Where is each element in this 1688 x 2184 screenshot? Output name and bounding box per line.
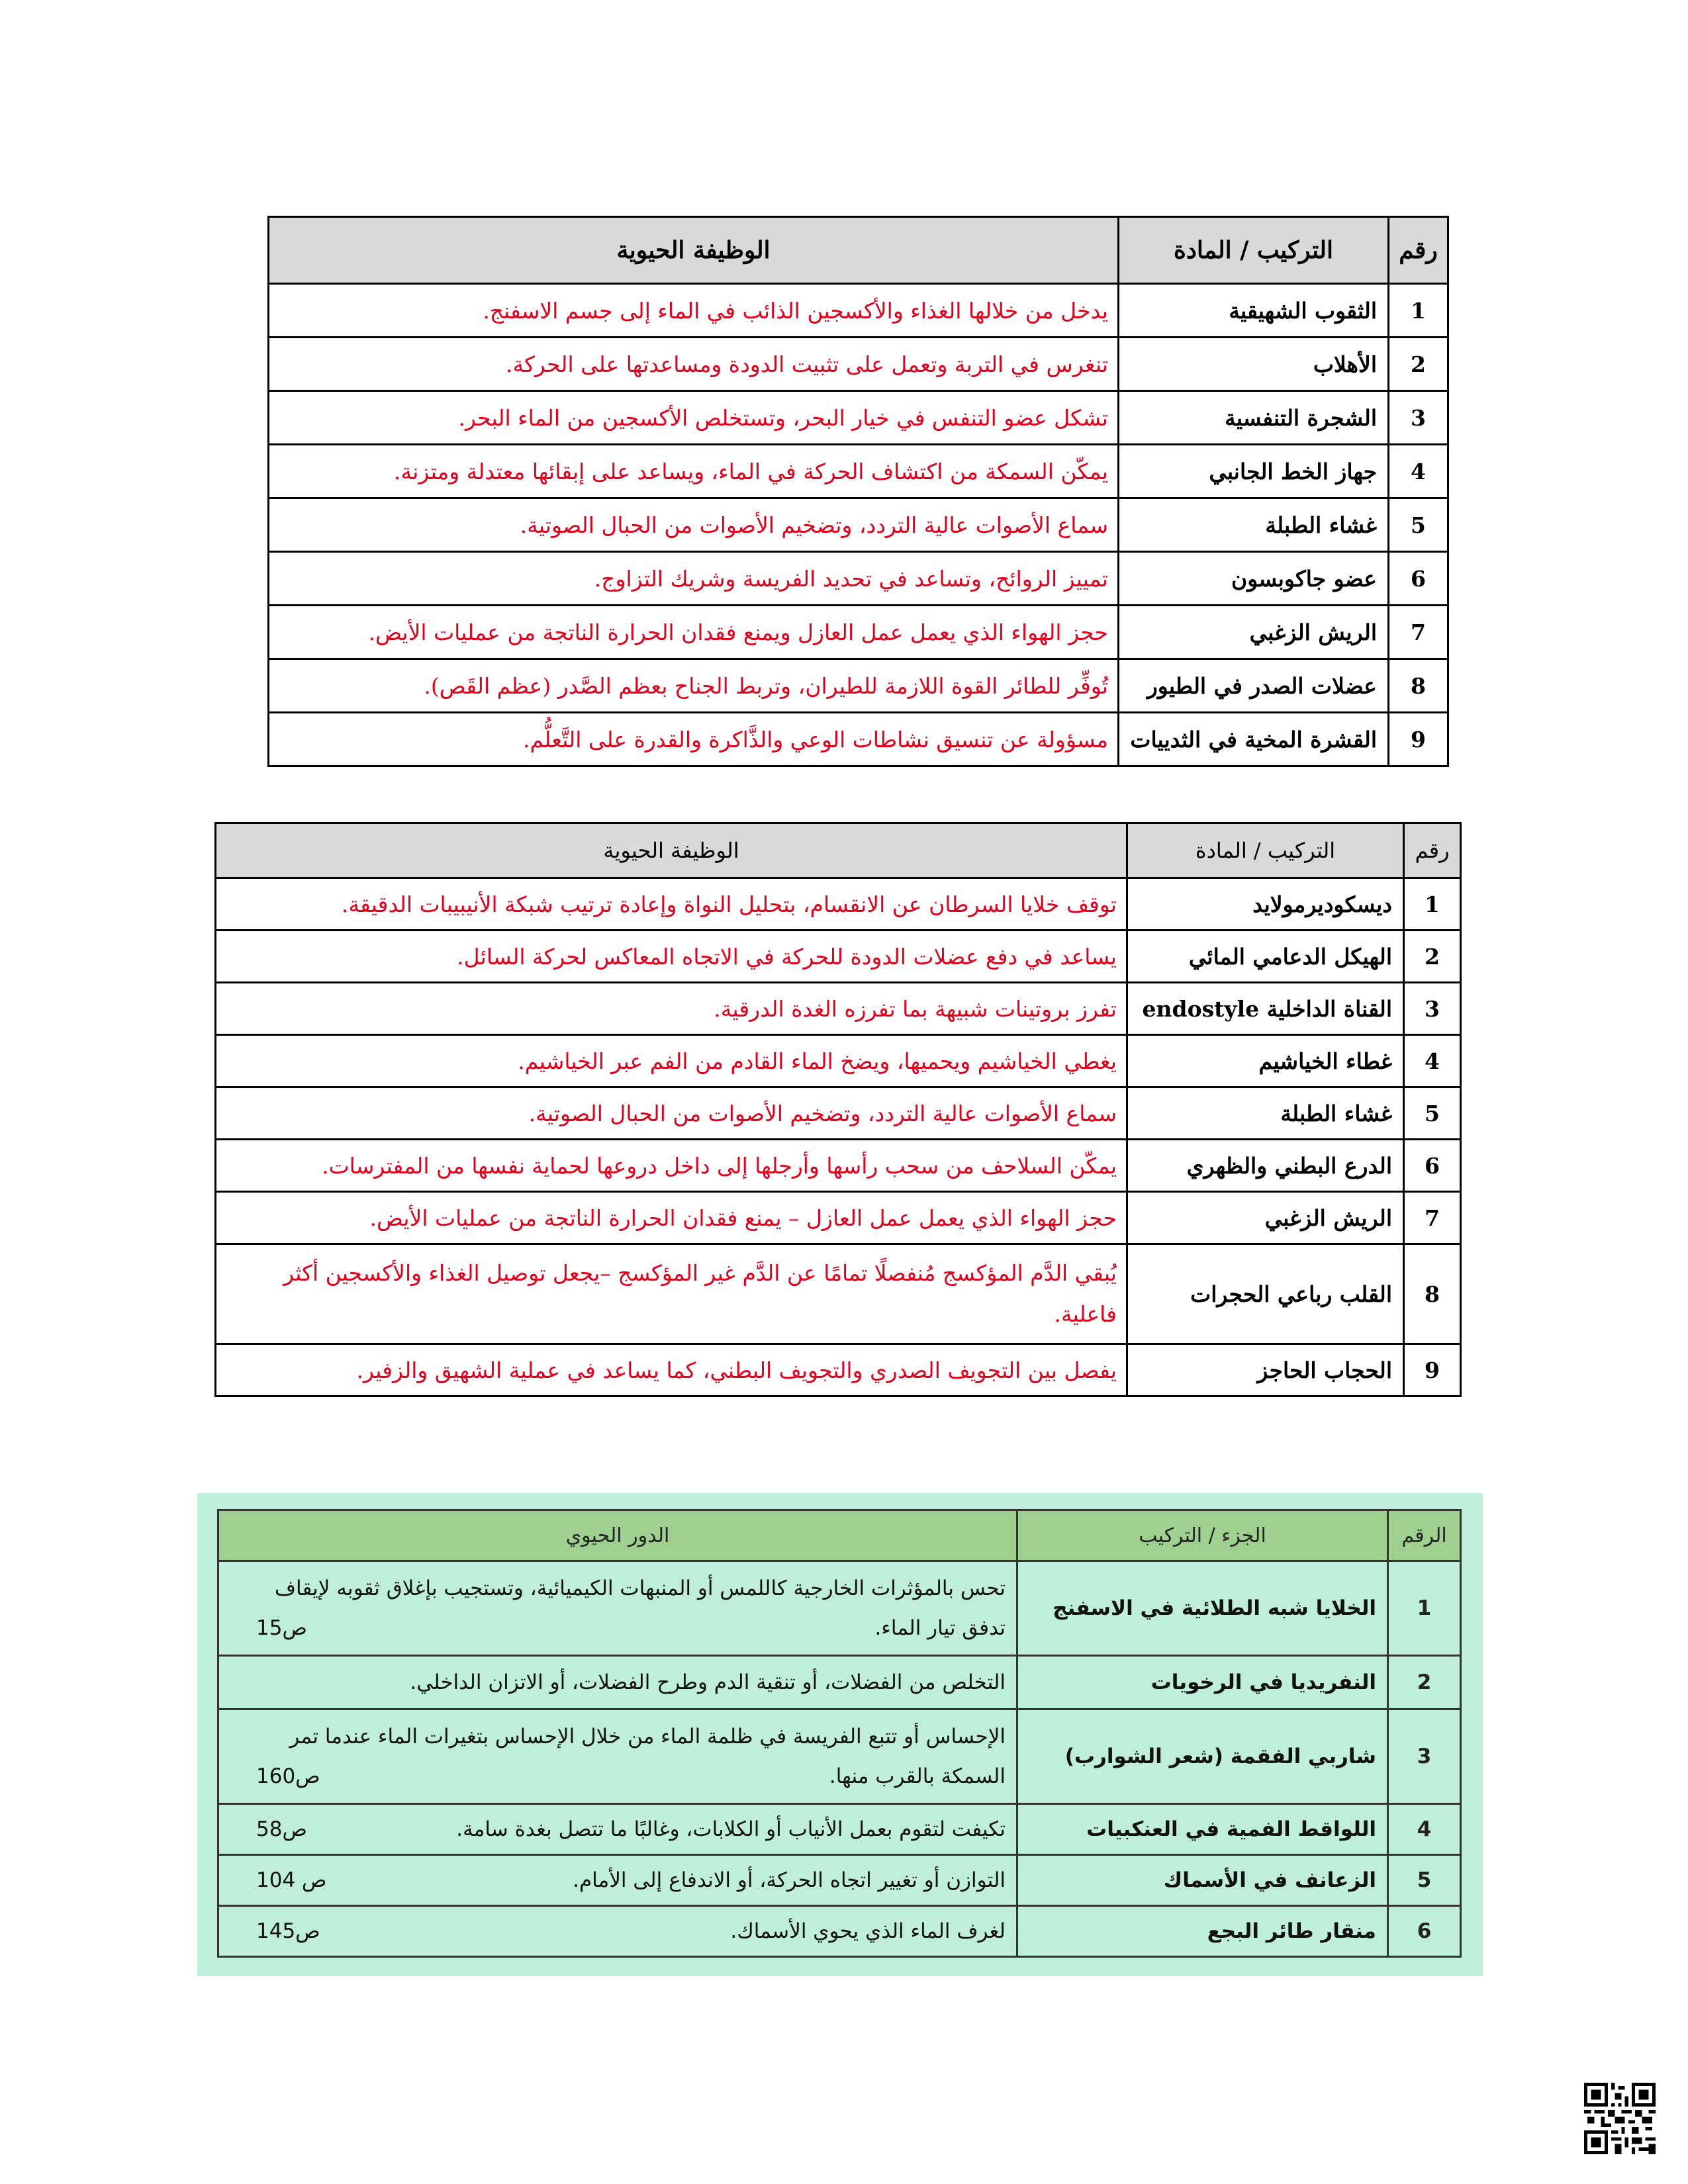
row-function	[218, 1709, 1017, 1804]
table-row	[269, 659, 1448, 713]
row-structure: غشاء الطبلة	[1127, 1087, 1404, 1140]
row-num: 3	[1388, 1709, 1461, 1804]
row-function: تشكل عضو التنفس في خيار البحر، وتستخلص الأكسجين من الماء البحر.	[269, 391, 1119, 445]
row-num: 7	[1404, 1192, 1461, 1244]
row-function: يُبقي الدَّم المؤكسج مُنفصلًا تمامًا عن الدَّم غير المؤكسج –يجعل توصيل الغذاء والأكسجين أكثر فاعلية.	[216, 1244, 1127, 1344]
row-function: توقف خلايا السرطان عن الانقسام، بتحليل النواة وإعادة ترتيب شبكة الأنيبيبات الدقيقة.	[216, 878, 1127, 931]
row-function-text: لغرف الماء الذي يحوي الأسماك.	[730, 1919, 1006, 1943]
row-structure: الخلايا شبه الطلائية في الاسفنج	[1017, 1561, 1388, 1656]
row-function: يمكّن السمكة من اكتشاف الحركة في الماء، ويساعد على إبقائها معتدلة ومتزنة.	[269, 445, 1119, 498]
row-function: حجز الهواء الذي يعمل عمل العازل – يمنع فقدان الحرارة الناتجة من عمليات الأيض.	[216, 1192, 1127, 1244]
table-row	[218, 1561, 1461, 1656]
row-num: 2	[1404, 931, 1461, 983]
table-row	[216, 1192, 1461, 1244]
row-structure: غشاء الطبلة	[1119, 498, 1389, 552]
row-function: يغطي الخياشيم ويحميها، ويضخ الماء القادم من الفم عبر الخياشيم.	[216, 1035, 1127, 1087]
row-function: يدخل من خلالها الغذاء والأكسجين الذائب في الماء إلى جسم الاسفنج.	[269, 284, 1119, 338]
row-function: تمييز الروائح، وتساعد في تحديد الفريسة وشريك التزاوج.	[269, 552, 1119, 606]
structures-table-1	[267, 216, 1449, 767]
row-num: 1	[1404, 878, 1461, 931]
row-function: يمكّن السلاحف من سحب رأسها وأرجلها إلى داخل دروعها لحماية نفسها من المفترسات.	[216, 1140, 1127, 1192]
row-structure: الأهلاب	[1119, 338, 1389, 391]
table-row	[216, 1087, 1461, 1140]
row-num: 6	[1404, 1140, 1461, 1192]
row-structure: الزعانف في الأسماك	[1017, 1855, 1388, 1906]
row-function: يفصل بين التجويف الصدري والتجويف البطني، كما يساعد في عملية الشهيق والزفير.	[216, 1344, 1127, 1396]
page-reference: ص145	[256, 1919, 320, 1943]
table-row	[269, 552, 1448, 606]
row-function-text: الإحساس أو تتبع الفريسة في ظلمة الماء من خلال الإحساس بتغيرات الماء عندما تمر السمكة بالقرب منها.	[289, 1725, 1006, 1788]
row-structure: منقار طائر البجع	[1017, 1906, 1388, 1957]
row-num: 2	[1388, 1656, 1461, 1709]
row-function-text: تكيفت لتقوم بعمل الأنياب أو الكلابات، وغالبًا ما تتصل بغدة سامة.	[456, 1817, 1006, 1841]
page-reference: ص15	[256, 1616, 307, 1640]
header-function: الوظيفة الحيوية	[216, 823, 1127, 878]
header-num: رقم	[1404, 823, 1461, 878]
table-row	[216, 1244, 1461, 1344]
table-header-row	[218, 1510, 1461, 1561]
row-function: تنغرس في التربة وتعمل على تثبيت الدودة ومساعدتها على الحركة.	[269, 338, 1119, 391]
header-structure: التركيب / المادة	[1119, 217, 1389, 284]
row-function	[218, 1656, 1017, 1709]
row-num: 5	[1404, 1087, 1461, 1140]
row-num: 5	[1389, 498, 1448, 552]
page-reference: ص160	[256, 1764, 320, 1788]
row-function: يساعد في دفع عضلات الدودة للحركة في الاتجاه المعاكس لحركة السائل.	[216, 931, 1127, 983]
row-num: 4	[1389, 445, 1448, 498]
row-num: 2	[1389, 338, 1448, 391]
row-structure: اللواقط الفمية في العنكبيات	[1017, 1804, 1388, 1855]
row-function: سماع الأصوات عالية التردد، وتضخيم الأصوات من الحبال الصوتية.	[216, 1087, 1127, 1140]
table-row	[218, 1855, 1461, 1906]
table-row	[218, 1709, 1461, 1804]
row-structure: عضلات الصدر في الطيور	[1119, 659, 1389, 713]
row-structure: القلب رباعي الحجرات	[1127, 1244, 1404, 1344]
page-reference: ص58	[256, 1817, 307, 1841]
table-row	[218, 1804, 1461, 1855]
row-num: 6	[1388, 1906, 1461, 1957]
row-num: 3	[1389, 391, 1448, 445]
table-row	[269, 445, 1448, 498]
row-structure: الشجرة التنفسية	[1119, 391, 1389, 445]
row-structure: الدرع البطني والظهري	[1127, 1140, 1404, 1192]
row-structure: الثقوب الشهيقية	[1119, 284, 1389, 338]
row-function-text: التخلص من الفضلات، أو تنقية الدم وطرح الفضلات، أو الاتزان الداخلي.	[410, 1670, 1006, 1694]
table-row	[218, 1656, 1461, 1709]
structures-table-3	[217, 1509, 1462, 1958]
row-structure: جهاز الخط الجانبي	[1119, 445, 1389, 498]
row-function: سماع الأصوات عالية التردد، وتضخيم الأصوات من الحبال الصوتية.	[269, 498, 1119, 552]
table-row	[216, 1140, 1461, 1192]
table-row	[216, 983, 1461, 1035]
row-structure: النفريديا في الرخويات	[1017, 1656, 1388, 1709]
row-function-text: التوازن أو تغيير اتجاه الحركة، أو الاندفاع إلى الأمام.	[573, 1868, 1006, 1892]
header-function: الوظيفة الحيوية	[269, 217, 1119, 284]
row-structure: الريش الزغبي	[1119, 606, 1389, 659]
row-function	[218, 1906, 1017, 1957]
scanned-table-image	[197, 1493, 1483, 1976]
row-function	[218, 1804, 1017, 1855]
row-num: 4	[1388, 1804, 1461, 1855]
row-num: 9	[1404, 1344, 1461, 1396]
header-num: الرقم	[1388, 1510, 1461, 1561]
row-structure: الريش الزغبي	[1127, 1192, 1404, 1244]
table-row	[269, 391, 1448, 445]
table-header-row	[216, 823, 1461, 878]
structures-table-2	[214, 822, 1462, 1397]
row-structure: غطاء الخياشيم	[1127, 1035, 1404, 1087]
row-structure: الهيكل الدعامي المائي	[1127, 931, 1404, 983]
table-row	[269, 338, 1448, 391]
row-function	[218, 1855, 1017, 1906]
header-num: رقم	[1389, 217, 1448, 284]
table-row	[269, 606, 1448, 659]
row-function	[218, 1561, 1017, 1656]
header-structure: التركيب / المادة	[1127, 823, 1404, 878]
table-row	[269, 498, 1448, 552]
page-reference: ص 104	[256, 1868, 327, 1892]
row-structure: القشرة المخية في الثدييات	[1119, 713, 1389, 766]
row-function: تُوفِّر للطائر القوة اللازمة للطيران، وتربط الجناح بعظم الصَّدر (عظم القَص).	[269, 659, 1119, 713]
row-num: 7	[1389, 606, 1448, 659]
table-row	[269, 713, 1448, 766]
row-num: 5	[1388, 1855, 1461, 1906]
table-row	[216, 878, 1461, 931]
row-num: 8	[1404, 1244, 1461, 1344]
row-num: 8	[1389, 659, 1448, 713]
row-function: حجز الهواء الذي يعمل عمل العازل ويمنع فقدان الحرارة الناتجة من عمليات الأيض.	[269, 606, 1119, 659]
row-num: 1	[1389, 284, 1448, 338]
table-row	[216, 931, 1461, 983]
row-function: تفرز بروتينات شبيهة بما تفرزه الغدة الدرقية.	[216, 983, 1127, 1035]
qr-code	[1584, 2083, 1656, 2154]
row-structure: ديسكوديرمولايد	[1127, 878, 1404, 931]
row-structure: عضو جاكوبسون	[1119, 552, 1389, 606]
table-row	[216, 1344, 1461, 1396]
row-structure: القناة الداخلية endostyle	[1127, 983, 1404, 1035]
table-row	[218, 1906, 1461, 1957]
row-function: مسؤولة عن تنسيق نشاطات الوعي والذَّاكرة والقدرة على التَّعلُّم.	[269, 713, 1119, 766]
row-num: 1	[1388, 1561, 1461, 1656]
row-num: 4	[1404, 1035, 1461, 1087]
row-num: 6	[1389, 552, 1448, 606]
table-row	[216, 1035, 1461, 1087]
header-structure: الجزء / التركيب	[1017, 1510, 1388, 1561]
row-function-text: تحس بالمؤثرات الخارجية كاللمس أو المنبهات الكيميائية، وتستجيب بإغلاق ثقوبه لإيقاف تدفق تيار الماء.	[274, 1576, 1006, 1640]
row-num: 9	[1389, 713, 1448, 766]
header-function: الدور الحيوي	[218, 1510, 1017, 1561]
table-header-row	[269, 217, 1448, 284]
row-structure: شاربي الفقمة (شعر الشوارب)	[1017, 1709, 1388, 1804]
row-num: 3	[1404, 983, 1461, 1035]
row-structure: الحجاب الحاجز	[1127, 1344, 1404, 1396]
table-row	[269, 284, 1448, 338]
